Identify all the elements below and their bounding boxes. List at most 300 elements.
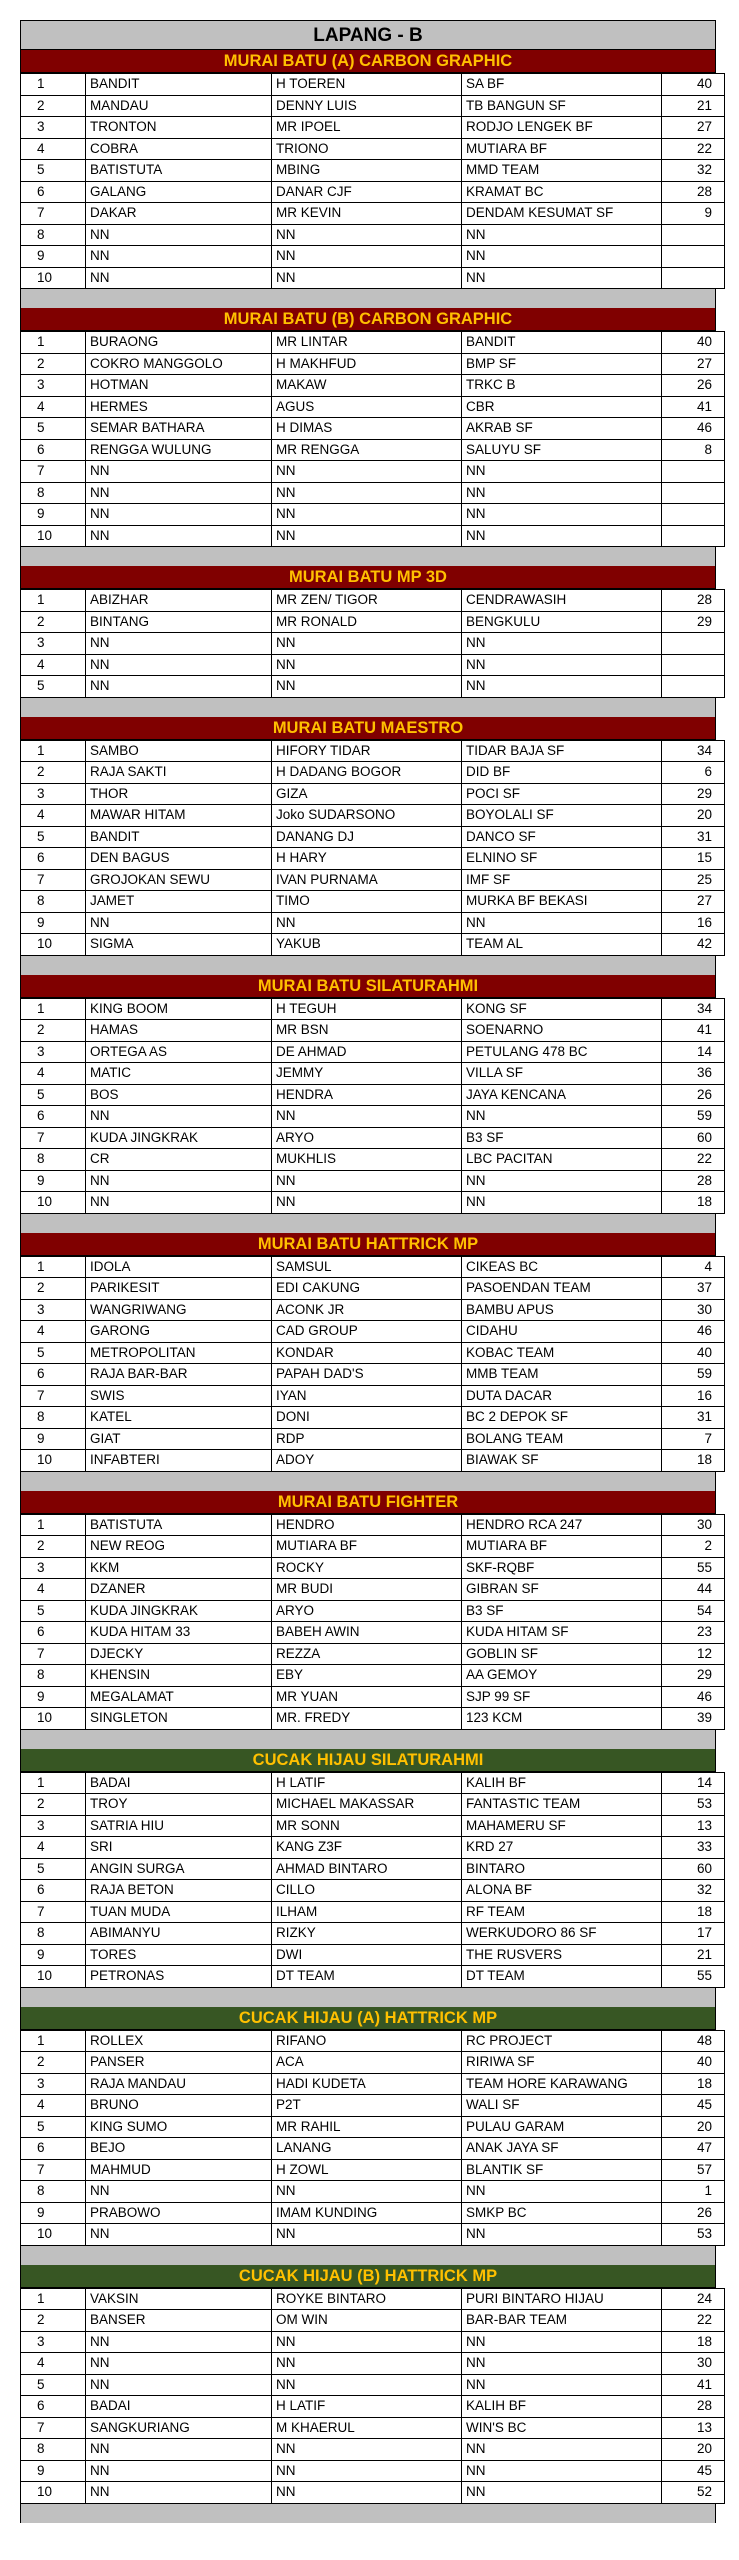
bird-name-cell: BANSER: [86, 2310, 272, 2332]
team-name-cell: WIN'S BC: [462, 2417, 662, 2439]
bird-name-cell: BATISTUTA: [86, 1514, 272, 1536]
owner-name-cell: MR BUDI: [272, 1579, 462, 1601]
team-name-cell: DENDAM KESUMAT SF: [462, 203, 662, 225]
pen-number-cell: 46: [662, 418, 725, 440]
entry-number-cell: 2: [21, 1278, 86, 1300]
bird-name-cell: KHENSIN: [86, 1665, 272, 1687]
table-row: [21, 1708, 725, 1730]
team-name-cell: PULAU GARAM: [462, 2116, 662, 2138]
team-name-cell: BAMBU APUS: [462, 1299, 662, 1321]
bird-name-cell: SEMAR BATHARA: [86, 418, 272, 440]
entry-number-cell: 8: [21, 1407, 86, 1429]
table-row: [21, 396, 725, 418]
entry-number-cell: 4: [21, 2353, 86, 2375]
bird-name-cell: BANDIT: [86, 826, 272, 848]
table-row: [21, 2310, 725, 2332]
owner-name-cell: HIFORY TIDAR: [272, 740, 462, 762]
bird-name-cell: COBRA: [86, 138, 272, 160]
bird-name-cell: SWIS: [86, 1385, 272, 1407]
entry-table: [20, 331, 725, 547]
table-row: [21, 676, 725, 698]
bird-name-cell: ORTEGA AS: [86, 1041, 272, 1063]
team-name-cell: NN: [462, 1192, 662, 1214]
owner-name-cell: H TEGUH: [272, 998, 462, 1020]
section-header: MURAI BATU SILATURAHMI: [20, 975, 716, 998]
page-title: LAPANG - B: [20, 20, 716, 50]
entry-number-cell: 4: [21, 138, 86, 160]
entry-number-cell: 1: [21, 998, 86, 1020]
pen-number-cell: 21: [662, 95, 725, 117]
entry-number-cell: 5: [21, 2116, 86, 2138]
bird-name-cell: NN: [86, 461, 272, 483]
owner-name-cell: NN: [272, 654, 462, 676]
bird-name-cell: GROJOKAN SEWU: [86, 869, 272, 891]
entry-number-cell: 6: [21, 1622, 86, 1644]
owner-name-cell: TRIONO: [272, 138, 462, 160]
section-spacer: [20, 547, 716, 566]
pen-number-cell: 45: [662, 2460, 725, 2482]
table-row: [21, 224, 725, 246]
team-name-cell: BOLANG TEAM: [462, 1428, 662, 1450]
table-row: [21, 2073, 725, 2095]
owner-name-cell: REZZA: [272, 1643, 462, 1665]
owner-name-cell: ARYO: [272, 1600, 462, 1622]
owner-name-cell: MR RONALD: [272, 611, 462, 633]
pen-number-cell: 21: [662, 1944, 725, 1966]
owner-name-cell: ARYO: [272, 1127, 462, 1149]
table-row: [21, 1772, 725, 1794]
owner-name-cell: MR ZEN/ TIGOR: [272, 590, 462, 612]
pen-number-cell: 20: [662, 805, 725, 827]
team-name-cell: MAHAMERU SF: [462, 1815, 662, 1837]
pen-number-cell: 16: [662, 1385, 725, 1407]
entry-number-cell: 2: [21, 611, 86, 633]
team-name-cell: ANAK JAYA SF: [462, 2138, 662, 2160]
team-name-cell: CBR: [462, 396, 662, 418]
bird-name-cell: CR: [86, 1149, 272, 1171]
owner-name-cell: NN: [272, 2374, 462, 2396]
pen-number-cell: 40: [662, 2052, 725, 2074]
owner-name-cell: HENDRA: [272, 1084, 462, 1106]
entry-number-cell: 4: [21, 805, 86, 827]
entry-number-cell: 8: [21, 2181, 86, 2203]
table-row: [21, 482, 725, 504]
owner-name-cell: IMAM KUNDING: [272, 2202, 462, 2224]
table-row: [21, 1278, 725, 1300]
bird-name-cell: RENGGA WULUNG: [86, 439, 272, 461]
entry-number-cell: 6: [21, 1106, 86, 1128]
entry-number-cell: 3: [21, 2073, 86, 2095]
entry-number-cell: 6: [21, 2138, 86, 2160]
team-name-cell: NN: [462, 2353, 662, 2375]
pen-number-cell: [662, 525, 725, 547]
team-name-cell: NN: [462, 267, 662, 289]
owner-name-cell: NN: [272, 2460, 462, 2482]
owner-name-cell: CILLO: [272, 1880, 462, 1902]
team-name-cell: NN: [462, 2331, 662, 2353]
team-name-cell: NN: [462, 2374, 662, 2396]
bird-name-cell: NN: [86, 2460, 272, 2482]
table-row: [21, 826, 725, 848]
pen-number-cell: 8: [662, 439, 725, 461]
team-name-cell: JAYA KENCANA: [462, 1084, 662, 1106]
entry-number-cell: 9: [21, 1686, 86, 1708]
table-row: [21, 2202, 725, 2224]
owner-name-cell: NN: [272, 246, 462, 268]
section-header: CUCAK HIJAU (A) HATTRICK MP: [20, 2007, 716, 2030]
bird-name-cell: SAMBO: [86, 740, 272, 762]
bird-name-cell: GIAT: [86, 1428, 272, 1450]
owner-name-cell: MR RAHIL: [272, 2116, 462, 2138]
bird-name-cell: KING SUMO: [86, 2116, 272, 2138]
team-name-cell: BANDIT: [462, 332, 662, 354]
owner-name-cell: CAD GROUP: [272, 1321, 462, 1343]
team-name-cell: NN: [462, 2439, 662, 2461]
pen-number-cell: 47: [662, 2138, 725, 2160]
table-row: [21, 2417, 725, 2439]
team-name-cell: RODJO LENGEK BF: [462, 117, 662, 139]
entry-number-cell: 1: [21, 1256, 86, 1278]
entry-table: [20, 1772, 725, 1988]
entry-number-cell: 3: [21, 783, 86, 805]
bird-name-cell: SANGKURIANG: [86, 2417, 272, 2439]
bird-name-cell: RAJA BAR-BAR: [86, 1364, 272, 1386]
bird-name-cell: KUDA JINGKRAK: [86, 1127, 272, 1149]
bird-name-cell: NN: [86, 267, 272, 289]
owner-name-cell: H LATIF: [272, 1772, 462, 1794]
section-spacer: [20, 2246, 716, 2265]
entry-number-cell: 2: [21, 762, 86, 784]
table-row: [21, 2159, 725, 2181]
table-row: [21, 1815, 725, 1837]
table-row: [21, 375, 725, 397]
bird-name-cell: TRONTON: [86, 117, 272, 139]
owner-name-cell: RIZKY: [272, 1923, 462, 1945]
entry-number-cell: 8: [21, 2439, 86, 2461]
section-spacer: [20, 956, 716, 975]
entry-number-cell: 2: [21, 1794, 86, 1816]
table-row: [21, 2439, 725, 2461]
entry-number-cell: 10: [21, 1966, 86, 1988]
pen-number-cell: 37: [662, 1278, 725, 1300]
owner-name-cell: NN: [272, 633, 462, 655]
team-name-cell: NN: [462, 246, 662, 268]
table-row: [21, 590, 725, 612]
pen-number-cell: 18: [662, 1901, 725, 1923]
team-name-cell: KRAMAT BC: [462, 181, 662, 203]
table-row: [21, 654, 725, 676]
table-row: [21, 1256, 725, 1278]
section-spacer: [20, 289, 716, 308]
team-name-cell: SKF-RQBF: [462, 1557, 662, 1579]
entry-number-cell: 6: [21, 848, 86, 870]
entry-number-cell: 7: [21, 1127, 86, 1149]
entry-number-cell: 1: [21, 2030, 86, 2052]
table-row: [21, 2482, 725, 2504]
owner-name-cell: DANANG DJ: [272, 826, 462, 848]
bird-name-cell: KUDA JINGKRAK: [86, 1600, 272, 1622]
entry-number-cell: 9: [21, 246, 86, 268]
owner-name-cell: MR YUAN: [272, 1686, 462, 1708]
section-header: MURAI BATU HATTRICK MP: [20, 1233, 716, 1256]
owner-name-cell: JEMMY: [272, 1063, 462, 1085]
table-row: [21, 1385, 725, 1407]
owner-name-cell: DE AHMAD: [272, 1041, 462, 1063]
team-name-cell: DUTA DACAR: [462, 1385, 662, 1407]
section-header: MURAI BATU FIGHTER: [20, 1491, 716, 1514]
table-row: [21, 203, 725, 225]
table-row: [21, 2374, 725, 2396]
bird-name-cell: NN: [86, 654, 272, 676]
table-row: [21, 1600, 725, 1622]
entry-number-cell: 9: [21, 1170, 86, 1192]
team-name-cell: MMD TEAM: [462, 160, 662, 182]
pen-number-cell: 31: [662, 826, 725, 848]
team-name-cell: B3 SF: [462, 1600, 662, 1622]
pen-number-cell: 20: [662, 2116, 725, 2138]
table-row: [21, 611, 725, 633]
team-name-cell: NN: [462, 525, 662, 547]
bird-name-cell: SATRIA HIU: [86, 1815, 272, 1837]
pen-number-cell: 60: [662, 1858, 725, 1880]
owner-name-cell: MUKHLIS: [272, 1149, 462, 1171]
team-name-cell: SA BF: [462, 74, 662, 96]
team-name-cell: NN: [462, 633, 662, 655]
pen-number-cell: 26: [662, 1084, 725, 1106]
table-row: [21, 2052, 725, 2074]
entry-number-cell: 10: [21, 1708, 86, 1730]
bird-name-cell: NN: [86, 2374, 272, 2396]
pen-number-cell: 23: [662, 1622, 725, 1644]
section-header: MURAI BATU (B) CARBON GRAPHIC: [20, 308, 716, 331]
pen-number-cell: [662, 461, 725, 483]
bird-name-cell: NN: [86, 525, 272, 547]
owner-name-cell: H ZOWL: [272, 2159, 462, 2181]
team-name-cell: ALONA BF: [462, 1880, 662, 1902]
entry-number-cell: 7: [21, 1385, 86, 1407]
pen-number-cell: [662, 482, 725, 504]
bird-name-cell: KKM: [86, 1557, 272, 1579]
table-row: [21, 1084, 725, 1106]
bird-name-cell: PETRONAS: [86, 1966, 272, 1988]
table-row: [21, 1858, 725, 1880]
entry-table: [20, 73, 725, 289]
table-row: [21, 2353, 725, 2375]
table-row: [21, 1536, 725, 1558]
bird-name-cell: NEW REOG: [86, 1536, 272, 1558]
owner-name-cell: MR. FREDY: [272, 1708, 462, 1730]
table-row: [21, 2331, 725, 2353]
table-row: [21, 1063, 725, 1085]
bird-name-cell: ABIZHAR: [86, 590, 272, 612]
bird-name-cell: HERMES: [86, 396, 272, 418]
table-row: [21, 1020, 725, 1042]
owner-name-cell: MICHAEL MAKASSAR: [272, 1794, 462, 1816]
table-row: [21, 1428, 725, 1450]
entry-number-cell: 5: [21, 1342, 86, 1364]
team-name-cell: NN: [462, 654, 662, 676]
team-name-cell: KUDA HITAM SF: [462, 1622, 662, 1644]
owner-name-cell: NN: [272, 2224, 462, 2246]
team-name-cell: AA GEMOY: [462, 1665, 662, 1687]
table-row: [21, 740, 725, 762]
table-row: [21, 1514, 725, 1536]
owner-name-cell: NN: [272, 2331, 462, 2353]
sections-container: [20, 50, 716, 2523]
pen-number-cell: 29: [662, 611, 725, 633]
table-row: [21, 848, 725, 870]
entry-number-cell: 3: [21, 1815, 86, 1837]
bird-name-cell: NN: [86, 2224, 272, 2246]
bird-name-cell: TUAN MUDA: [86, 1901, 272, 1923]
owner-name-cell: MAKAW: [272, 375, 462, 397]
entry-number-cell: 8: [21, 1149, 86, 1171]
bird-name-cell: WANGRIWANG: [86, 1299, 272, 1321]
bird-name-cell: SIGMA: [86, 934, 272, 956]
pen-number-cell: 14: [662, 1041, 725, 1063]
owner-name-cell: KONDAR: [272, 1342, 462, 1364]
owner-name-cell: RIFANO: [272, 2030, 462, 2052]
team-name-cell: KALIH BF: [462, 2396, 662, 2418]
owner-name-cell: NN: [272, 224, 462, 246]
owner-name-cell: EBY: [272, 1665, 462, 1687]
pen-number-cell: 59: [662, 1106, 725, 1128]
table-row: [21, 1106, 725, 1128]
owner-name-cell: MBING: [272, 160, 462, 182]
owner-name-cell: NN: [272, 912, 462, 934]
pen-number-cell: 9: [662, 203, 725, 225]
bird-name-cell: BADAI: [86, 1772, 272, 1794]
pen-number-cell: [662, 504, 725, 526]
owner-name-cell: MR KEVIN: [272, 203, 462, 225]
entry-number-cell: 7: [21, 203, 86, 225]
table-row: [21, 2030, 725, 2052]
section-spacer: [20, 1472, 716, 1491]
owner-name-cell: H DADANG BOGOR: [272, 762, 462, 784]
bird-name-cell: ABIMANYU: [86, 1923, 272, 1945]
pen-number-cell: 41: [662, 2374, 725, 2396]
team-name-cell: AKRAB SF: [462, 418, 662, 440]
entry-number-cell: 10: [21, 2224, 86, 2246]
bird-name-cell: NN: [86, 2181, 272, 2203]
entry-number-cell: 1: [21, 332, 86, 354]
owner-name-cell: ACONK JR: [272, 1299, 462, 1321]
bird-name-cell: SRI: [86, 1837, 272, 1859]
bird-name-cell: NN: [86, 504, 272, 526]
entry-number-cell: 5: [21, 676, 86, 698]
team-name-cell: PETULANG 478 BC: [462, 1041, 662, 1063]
bird-name-cell: TORES: [86, 1944, 272, 1966]
team-name-cell: BC 2 DEPOK SF: [462, 1407, 662, 1429]
entry-number-cell: 1: [21, 2288, 86, 2310]
team-name-cell: CENDRAWASIH: [462, 590, 662, 612]
team-name-cell: GOBLIN SF: [462, 1643, 662, 1665]
team-name-cell: TRKC B: [462, 375, 662, 397]
entry-number-cell: 10: [21, 267, 86, 289]
pen-number-cell: 40: [662, 332, 725, 354]
entry-number-cell: 10: [21, 1192, 86, 1214]
owner-name-cell: KANG Z3F: [272, 1837, 462, 1859]
pen-number-cell: [662, 267, 725, 289]
entry-number-cell: 2: [21, 95, 86, 117]
team-name-cell: LBC PACITAN: [462, 1149, 662, 1171]
team-name-cell: NN: [462, 2460, 662, 2482]
pen-number-cell: 22: [662, 2310, 725, 2332]
table-row: [21, 267, 725, 289]
owner-name-cell: DONI: [272, 1407, 462, 1429]
pen-number-cell: 25: [662, 869, 725, 891]
owner-name-cell: NN: [272, 1192, 462, 1214]
pen-number-cell: 18: [662, 1450, 725, 1472]
table-row: [21, 2224, 725, 2246]
entry-number-cell: 2: [21, 2052, 86, 2074]
owner-name-cell: NN: [272, 461, 462, 483]
table-row: [21, 2116, 725, 2138]
bird-name-cell: MAHMUD: [86, 2159, 272, 2181]
team-name-cell: CIDAHU: [462, 1321, 662, 1343]
pen-number-cell: 7: [662, 1428, 725, 1450]
team-name-cell: DT TEAM: [462, 1966, 662, 1988]
team-name-cell: WALI SF: [462, 2095, 662, 2117]
team-name-cell: FANTASTIC TEAM: [462, 1794, 662, 1816]
pen-number-cell: 40: [662, 74, 725, 96]
bird-name-cell: COKRO MANGGOLO: [86, 353, 272, 375]
entry-number-cell: 5: [21, 418, 86, 440]
owner-name-cell: MR BSN: [272, 1020, 462, 1042]
table-row: [21, 439, 725, 461]
owner-name-cell: PAPAH DAD'S: [272, 1364, 462, 1386]
entry-number-cell: 1: [21, 590, 86, 612]
team-name-cell: KOBAC TEAM: [462, 1342, 662, 1364]
entry-number-cell: 7: [21, 2417, 86, 2439]
entry-number-cell: 4: [21, 1063, 86, 1085]
bird-name-cell: NN: [86, 2439, 272, 2461]
owner-name-cell: ACA: [272, 2052, 462, 2074]
schedule-sheet: [20, 20, 716, 2523]
pen-number-cell: 28: [662, 1170, 725, 1192]
bird-name-cell: NN: [86, 1192, 272, 1214]
table-row: [21, 1944, 725, 1966]
table-row: [21, 1966, 725, 1988]
team-name-cell: BMP SF: [462, 353, 662, 375]
bird-name-cell: INFABTERI: [86, 1450, 272, 1472]
section-spacer: [20, 2504, 716, 2523]
team-name-cell: BINTARO: [462, 1858, 662, 1880]
bird-name-cell: RAJA MANDAU: [86, 2073, 272, 2095]
team-name-cell: SJP 99 SF: [462, 1686, 662, 1708]
bird-name-cell: VAKSIN: [86, 2288, 272, 2310]
section-spacer: [20, 1988, 716, 2007]
team-name-cell: IMF SF: [462, 869, 662, 891]
table-row: [21, 74, 725, 96]
team-name-cell: HENDRO RCA 247: [462, 1514, 662, 1536]
team-name-cell: TEAM HORE KARAWANG: [462, 2073, 662, 2095]
section-header: MURAI BATU MAESTRO: [20, 717, 716, 740]
table-row: [21, 461, 725, 483]
owner-name-cell: LANANG: [272, 2138, 462, 2160]
entry-table: [20, 740, 725, 956]
pen-number-cell: 53: [662, 1794, 725, 1816]
entry-number-cell: 6: [21, 2396, 86, 2418]
owner-name-cell: NN: [272, 267, 462, 289]
pen-number-cell: [662, 654, 725, 676]
table-row: [21, 1041, 725, 1063]
section-header: CUCAK HIJAU (B) HATTRICK MP: [20, 2265, 716, 2288]
team-name-cell: NN: [462, 1170, 662, 1192]
entry-number-cell: 9: [21, 2460, 86, 2482]
team-name-cell: NN: [462, 676, 662, 698]
entry-number-cell: 10: [21, 934, 86, 956]
